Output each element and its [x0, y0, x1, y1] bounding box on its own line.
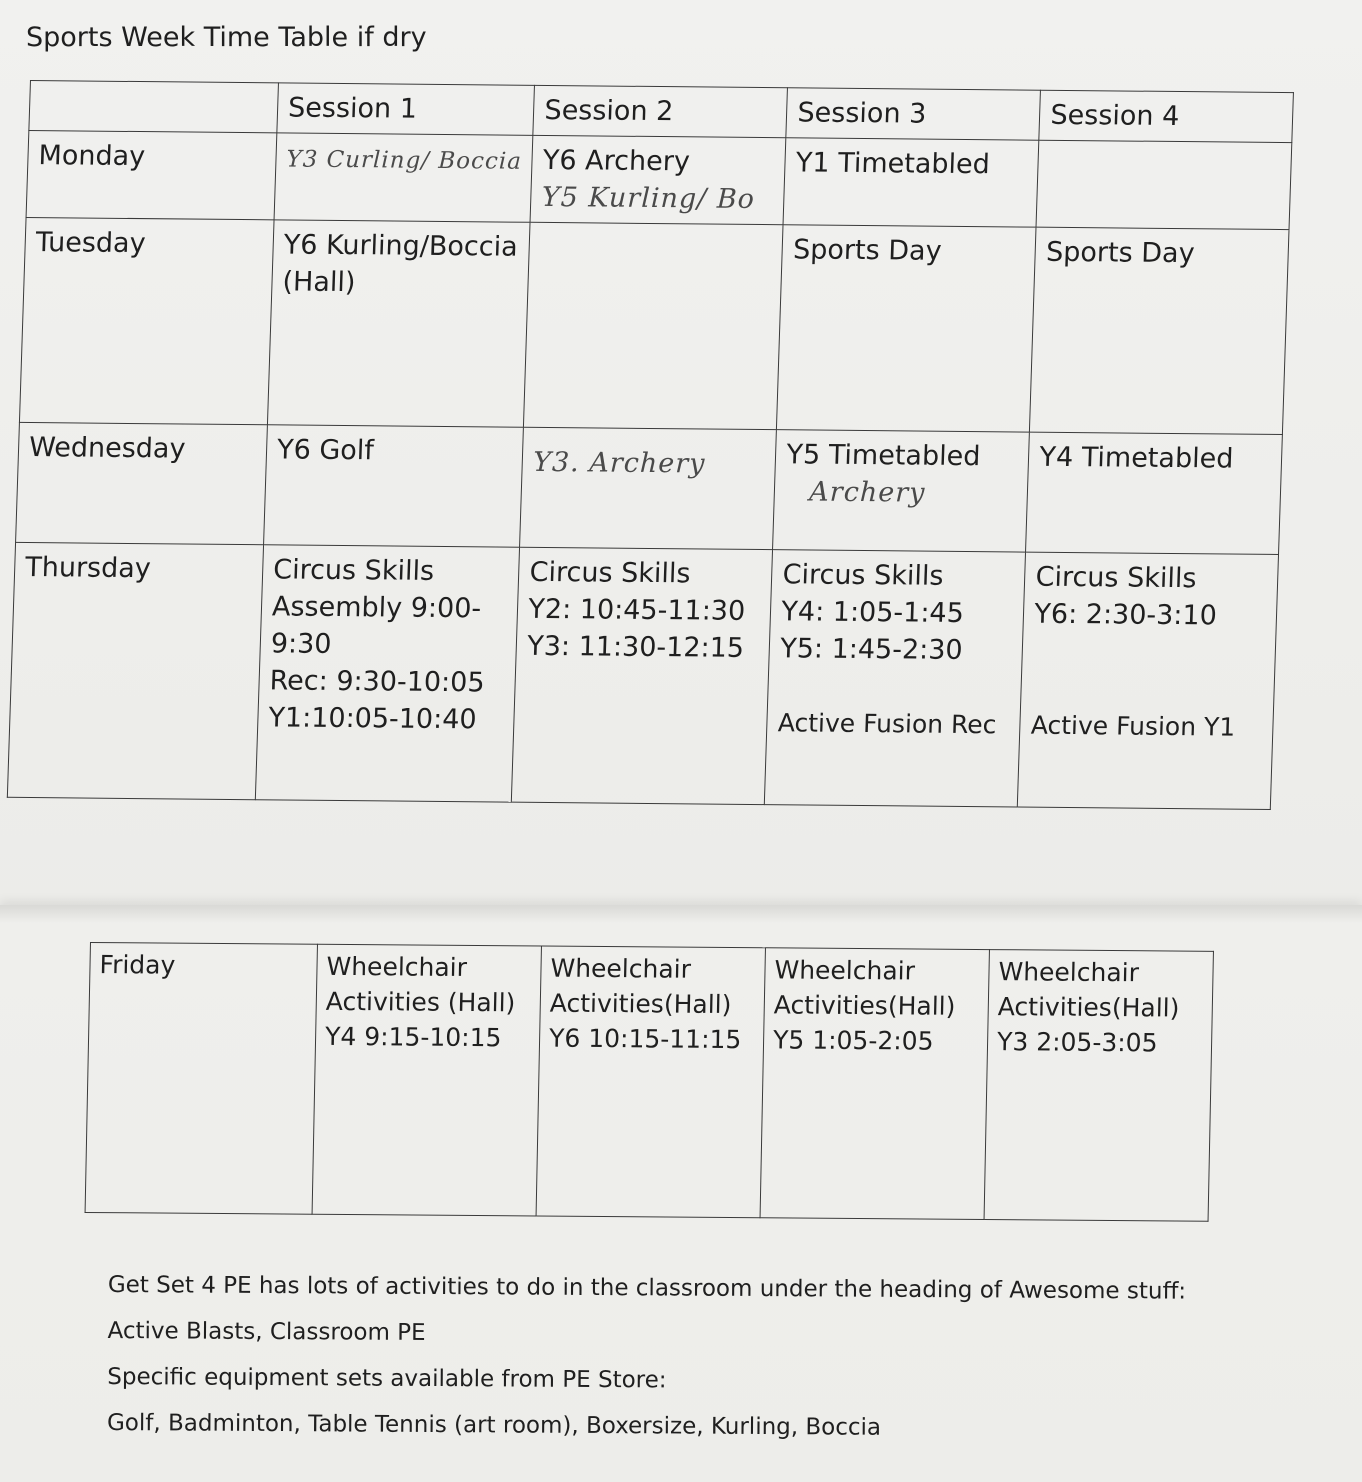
spacer — [1031, 670, 1264, 709]
cell-text: 9:30 — [270, 628, 332, 660]
cell-wednesday-session-2 — [520, 427, 777, 549]
cell-text: Y1:10:05-10:40 — [267, 702, 478, 736]
cell-text: Wheelchair — [774, 955, 916, 986]
cell-friday-session-3 — [760, 948, 989, 1220]
cell-thursday-session-3 — [765, 550, 1026, 807]
timetable — [7, 80, 1295, 810]
spacer — [1033, 633, 1266, 672]
day-cell-thursday: Thursday — [7, 542, 263, 799]
day-cell-wednesday: Wednesday — [16, 422, 268, 544]
header-session-4: Session 4 — [1039, 90, 1294, 142]
cell-text: (Hall) — [282, 266, 356, 299]
day-cell-tuesday: Tuesday — [19, 217, 274, 424]
cell-thursday-session-2 — [512, 547, 773, 804]
cell-text: Circus Skills — [529, 556, 691, 590]
cell-monday-session-1 — [274, 133, 533, 222]
cell-text: Activities(Hall) — [549, 988, 732, 1020]
cell-text: Y5 Timetabled — [786, 439, 981, 473]
cell-text: Y3 2:05-3:05 — [996, 1027, 1158, 1058]
page-title: Sports Week Time Table if dry — [26, 22, 427, 53]
cell-text: Y5: 1:45-2:30 — [779, 633, 964, 666]
cell-thursday-session-1 — [255, 545, 520, 802]
cell-text: Wheelchair — [326, 951, 468, 982]
cell-monday-session-3: Y1 Timetabled — [783, 138, 1039, 227]
cell-text: Wheelchair — [550, 953, 692, 984]
cell-text: Y4 9:15-10:15 — [324, 1021, 502, 1053]
cell-tuesday-session-2 — [524, 222, 784, 429]
cell-text: Circus Skills — [1035, 561, 1197, 595]
cell-text: Activities(Hall) — [997, 992, 1180, 1023]
cell-text: Y6: 2:30-3:10 — [1033, 598, 1218, 632]
friday-timetable — [85, 942, 1214, 1222]
cell-text: Active Fusion Rec — [777, 708, 997, 740]
day-cell-friday: Friday — [85, 943, 317, 1215]
handwritten-note: Archery — [808, 476, 926, 509]
handwritten-note: Y5 Kurling/ Bo — [541, 181, 756, 215]
row-wednesday — [16, 422, 1283, 554]
note-line: Get Set 4 PE has lots of activities to do in the classroom under the heading of Awesome stuff: — [107, 1271, 1187, 1305]
cell-monday-session-2 — [530, 135, 786, 224]
handwritten-note: Y3 Curling/ Boccia — [286, 146, 523, 175]
cell-text: Y3: 11:30-12:15 — [526, 630, 745, 664]
cell-friday-session-4 — [984, 950, 1213, 1222]
row-monday — [26, 130, 1292, 229]
header-session-1: Session 1 — [277, 83, 535, 135]
cell-wednesday-session-1: Y6 Golf — [264, 425, 524, 547]
cell-friday-session-1 — [312, 944, 541, 1216]
cell-wednesday-session-3 — [773, 430, 1030, 552]
spacer — [778, 667, 1011, 706]
cell-text: Y4: 1:05-1:45 — [780, 596, 965, 629]
header-session-2: Session 2 — [533, 85, 788, 137]
row-tuesday — [19, 217, 1289, 434]
cell-text: Y5 1:05-2:05 — [772, 1025, 934, 1056]
header-cell-corner — [29, 81, 279, 133]
cell-tuesday-session-4: Sports Day — [1030, 227, 1290, 434]
cell-text: Activities(Hall) — [773, 990, 956, 1021]
cell-text: Wheelchair — [998, 957, 1140, 988]
cell-text: Activities (Hall) — [325, 986, 516, 1018]
day-cell-monday: Monday — [26, 130, 277, 219]
cell-text: Y6 10:15-11:15 — [548, 1023, 742, 1055]
row-thursday — [7, 542, 1279, 809]
cell-thursday-session-4 — [1018, 552, 1279, 809]
cell-tuesday-session-1 — [267, 220, 530, 427]
cell-text: Circus Skills — [782, 559, 944, 592]
note-line: Golf, Badminton, Table Tennis (art room), Boxersize, Kurling, Boccia — [106, 1409, 882, 1441]
cell-wednesday-session-4: Y4 Timetabled — [1026, 432, 1283, 554]
cell-friday-session-2 — [536, 946, 765, 1218]
cell-monday-session-4 — [1036, 140, 1292, 229]
header-session-3: Session 3 — [786, 88, 1041, 140]
cell-text: Y2: 10:45-11:30 — [527, 593, 746, 627]
cell-text: Y6 Archery — [542, 144, 691, 178]
note-line: Specific equipment sets available from PE Store: — [107, 1363, 667, 1394]
cell-text: Y6 Kurling/Boccia — [283, 229, 519, 263]
row-friday — [85, 943, 1213, 1222]
note-line: Active Blasts, Classroom PE — [107, 1317, 426, 1346]
handwritten-note: Y3. Archery — [532, 446, 706, 480]
cell-text: Active Fusion Y1 — [1030, 710, 1236, 742]
cell-text: Assembly 9:00- — [271, 591, 482, 625]
cell-text: Circus Skills — [272, 554, 435, 587]
cell-text: Rec: 9:30-10:05 — [269, 665, 486, 699]
notes-section — [107, 1262, 1186, 1453]
cell-tuesday-session-3: Sports Day — [777, 225, 1037, 432]
